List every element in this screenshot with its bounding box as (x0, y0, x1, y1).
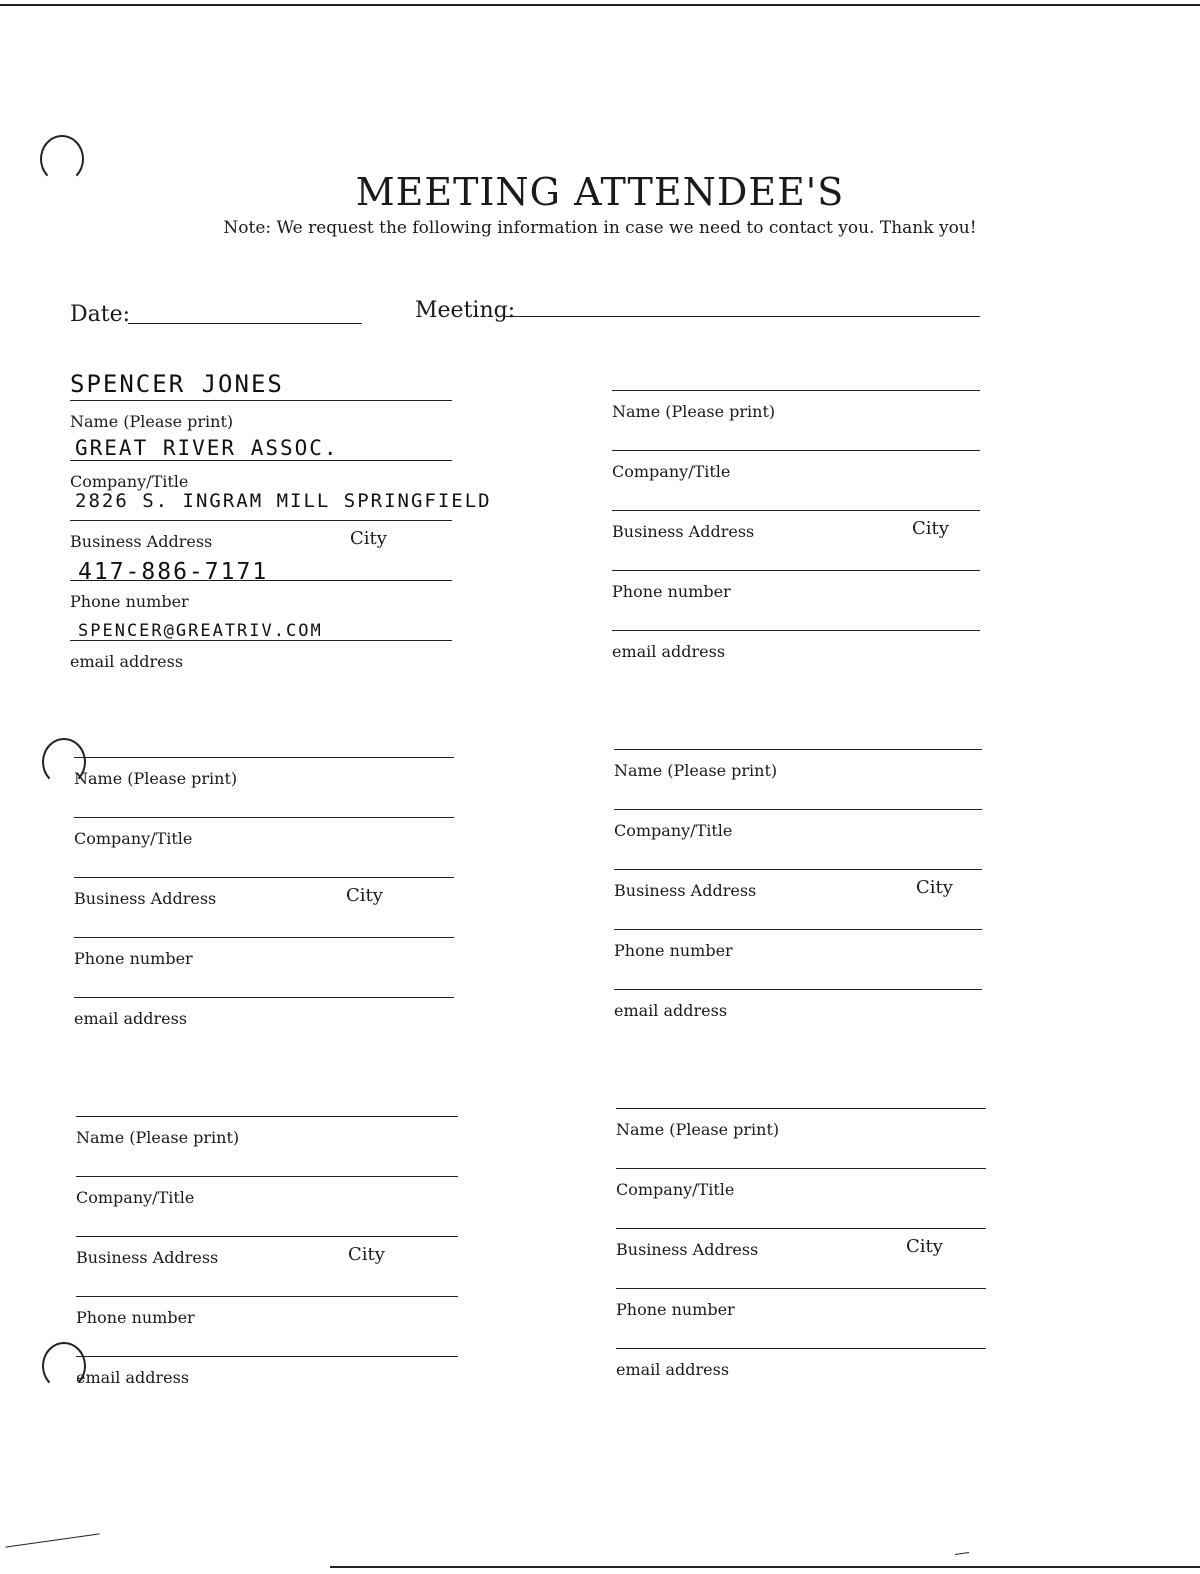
attendee-1-phone-entry: 417-886-7171 (78, 559, 269, 585)
company-title-label: Company/Title (74, 829, 193, 848)
attendee-4-company-title-field[interactable] (614, 809, 982, 810)
name-label: Name (Please print) (76, 1128, 240, 1147)
meeting-label: Meeting: (415, 298, 516, 323)
city-label: City (916, 877, 953, 898)
attendee-3-name-field[interactable] (74, 757, 454, 758)
company-title-label: Company/Title (614, 821, 733, 840)
attendee-2-business-address-field[interactable] (612, 510, 980, 511)
name-label: Name (Please print) (614, 761, 778, 780)
attendee-6-business-address-field[interactable] (616, 1228, 986, 1229)
email-label: email address (70, 652, 184, 671)
attendee-1-company-title-field[interactable] (70, 460, 452, 461)
attendee-1-email-entry: SPENCER@GREATRIV.COM (78, 621, 323, 641)
phone-label: Phone number (70, 592, 189, 611)
business-address-label: Business Address (612, 522, 755, 541)
bottom-edge-line (330, 1566, 1200, 1568)
name-label: Name (Please print) (74, 769, 238, 788)
email-label: email address (76, 1368, 190, 1387)
email-label: email address (612, 642, 726, 661)
attendee-5-phone-field[interactable] (76, 1296, 458, 1297)
company-title-label: Company/Title (616, 1180, 735, 1199)
city-label: City (350, 528, 387, 549)
attendee-4-email-field[interactable] (614, 989, 982, 990)
attendee-3-business-address-field[interactable] (74, 877, 454, 878)
attendee-1-address-entry: 2826 S. INGRAM MILL SPRINGFIELD (75, 490, 492, 512)
attendee-1-email-field[interactable] (70, 640, 452, 641)
city-label: City (906, 1236, 943, 1257)
name-label: Name (Please print) (612, 402, 776, 421)
company-title-label: Company/Title (76, 1188, 195, 1207)
margin-scribble (5, 1533, 99, 1547)
attendee-1-name-entry: SPENCER JONES (70, 370, 284, 398)
top-edge-line (0, 4, 1200, 6)
city-label: City (912, 518, 949, 539)
attendee-3-phone-field[interactable] (74, 937, 454, 938)
attendee-5-email-field[interactable] (76, 1356, 458, 1357)
attendee-1-name-field[interactable] (70, 400, 452, 401)
email-label: email address (614, 1001, 728, 1020)
email-label: email address (74, 1009, 188, 1028)
business-address-label: Business Address (76, 1248, 219, 1267)
margin-mark (955, 1552, 969, 1555)
phone-label: Phone number (616, 1300, 735, 1319)
name-label: Name (Please print) (616, 1120, 780, 1139)
attendee-4-name-field[interactable] (614, 749, 982, 750)
attendee-4-phone-field[interactable] (614, 929, 982, 930)
attendee-2-email-field[interactable] (612, 630, 980, 631)
attendee-1-company-entry: GREAT RIVER ASSOC. (75, 436, 339, 460)
attendee-1-business-address-field[interactable] (70, 520, 452, 521)
company-title-label: Company/Title (70, 472, 189, 491)
company-title-label: Company/Title (612, 462, 731, 481)
attendee-3-email-field[interactable] (74, 997, 454, 998)
attendee-6-email-field[interactable] (616, 1348, 986, 1349)
name-label: Name (Please print) (70, 412, 234, 431)
city-label: City (348, 1244, 385, 1265)
phone-label: Phone number (614, 941, 733, 960)
attendee-2-company-title-field[interactable] (612, 450, 980, 451)
date-field[interactable] (128, 323, 362, 324)
attendee-2-name-field[interactable] (612, 390, 980, 391)
attendee-1-phone-field[interactable] (70, 580, 452, 581)
phone-label: Phone number (76, 1308, 195, 1327)
phone-label: Phone number (74, 949, 193, 968)
phone-label: Phone number (612, 582, 731, 601)
business-address-label: Business Address (616, 1240, 759, 1259)
business-address-label: Business Address (614, 881, 757, 900)
date-label: Date: (70, 302, 131, 327)
meeting-field[interactable] (503, 316, 980, 317)
attendee-3-company-title-field[interactable] (74, 817, 454, 818)
attendee-6-name-field[interactable] (616, 1108, 986, 1109)
attendee-2-phone-field[interactable] (612, 570, 980, 571)
attendee-6-company-title-field[interactable] (616, 1168, 986, 1169)
business-address-label: Business Address (74, 889, 217, 908)
city-label: City (346, 885, 383, 906)
business-address-label: Business Address (70, 532, 213, 551)
email-label: email address (616, 1360, 730, 1379)
page-title: MEETING ATTENDEE'S (355, 170, 845, 214)
attendee-4-business-address-field[interactable] (614, 869, 982, 870)
attendee-5-business-address-field[interactable] (76, 1236, 458, 1237)
note-text: Note: We request the following information in case we need to contact you. Thank you! (223, 218, 977, 238)
attendee-6-phone-field[interactable] (616, 1288, 986, 1289)
attendee-5-name-field[interactable] (76, 1116, 458, 1117)
attendee-5-company-title-field[interactable] (76, 1176, 458, 1177)
